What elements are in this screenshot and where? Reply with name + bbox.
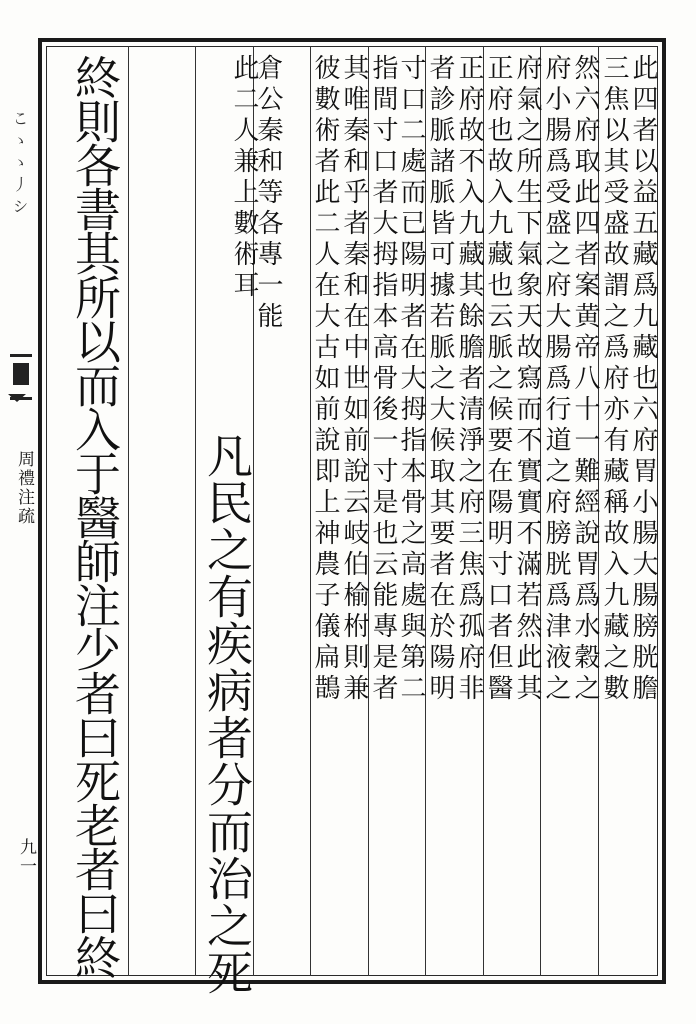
text-column: 指間寸口者大拇指本高骨後一寸是也云能專是者 <box>368 54 398 705</box>
text-column: 府氣之所生下氣象天故寫而不實實不滿若然此其 <box>512 54 542 705</box>
text-column: 然六府取此四者案黄帝八十一難經說胃爲水穀之 <box>570 54 600 705</box>
text-column: 倉公秦和等各專一能 <box>253 54 283 333</box>
column-rule <box>128 46 129 976</box>
text-column: 三焦以其受盛故謂之爲府亦有藏稱故入九藏之數 <box>599 54 629 705</box>
page-margin <box>0 38 38 984</box>
column-rule <box>195 46 196 976</box>
text-column: 寸口二處而已陽明者在大拇指本骨之高處與第二 <box>396 54 426 705</box>
book-title: 周禮注疏 <box>14 450 34 526</box>
text-column: 府小腸爲受盛之府大腸爲行道之府膀胱爲津液之 <box>541 54 571 705</box>
text-column: 正府故不入九藏其餘膽者清淨之府三焦爲孤府非 <box>454 54 484 705</box>
margin-head-marks: こゝゝ丿シ <box>10 110 29 220</box>
text-column: 者診脈諸脈皆可據若脈之大候取其要者在於陽明 <box>425 54 455 705</box>
main-text-column: 終則各書其所以而入于醫師注少者曰死老者曰終 <box>68 54 122 978</box>
fish-tail-point-icon <box>8 394 26 402</box>
page-number: 九一 <box>16 838 36 876</box>
text-column: 此二人兼上數術耳 <box>229 54 259 302</box>
text-column: 其唯秦和乎者秦和在中世如前說云岐伯榆柎則兼 <box>339 54 369 705</box>
text-column: 彼數術者此二人在大古如前說即上神農子儀扁鵲 <box>310 54 340 705</box>
main-text-column: 凡民之有疾病者分而治之死 <box>200 432 254 996</box>
text-column: 此四者以益五藏爲九藏也六府胃小腸大腸膀胱膽 <box>628 54 658 705</box>
text-column: 正府也故入九藏也云脈之候要在陽明寸口者但醫 <box>483 54 513 705</box>
